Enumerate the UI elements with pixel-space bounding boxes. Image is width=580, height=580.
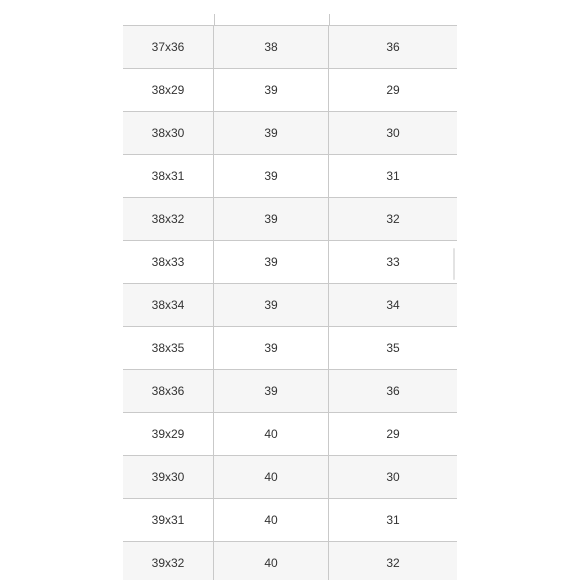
- size-cell: 39x32: [123, 542, 214, 580]
- size-cell: 39x29: [123, 413, 214, 455]
- second-column-cell: 40: [214, 413, 329, 455]
- second-column-cell: 39: [214, 112, 329, 154]
- column-divider: [214, 14, 215, 25]
- third-column-cell: 29: [386, 427, 400, 441]
- table-body: [123, 25, 457, 580]
- table-row: [123, 25, 457, 68]
- second-column-cell: 40: [214, 542, 329, 580]
- table-row: [123, 154, 457, 197]
- table-row: [123, 240, 457, 283]
- table-row: [123, 111, 457, 154]
- second-column-cell: 39: [214, 198, 329, 240]
- third-column-cell: 36: [386, 384, 400, 398]
- third-column-cell: 29: [386, 83, 400, 97]
- third-column-cell: 34: [386, 298, 400, 312]
- size-cell: 37x36: [123, 26, 214, 68]
- table-row: [123, 541, 457, 580]
- second-column-cell: 40: [214, 499, 329, 541]
- size-chart-table: [123, 14, 457, 580]
- size-chart-frame: [123, 14, 457, 580]
- table-row: [123, 498, 457, 541]
- size-cell: 39x31: [123, 499, 214, 541]
- second-column-cell: 39: [214, 327, 329, 369]
- size-cell: 38x33: [123, 241, 214, 283]
- second-column-cell: 39: [214, 241, 329, 283]
- third-column-cell: 31: [386, 169, 400, 183]
- table-row: [123, 68, 457, 111]
- size-cell: 38x35: [123, 327, 214, 369]
- third-column-cell: 35: [386, 341, 400, 355]
- size-cell: 38x32: [123, 198, 214, 240]
- second-column-cell: 39: [214, 69, 329, 111]
- third-column-cell: 30: [386, 126, 400, 140]
- table-row: [123, 369, 457, 412]
- table-row: [123, 455, 457, 498]
- third-column-cell: 31: [386, 513, 400, 527]
- second-column-cell: 39: [214, 370, 329, 412]
- second-column-cell: 40: [214, 456, 329, 498]
- size-cell: 39x30: [123, 456, 214, 498]
- scrollbar-indicator[interactable]: [453, 248, 455, 280]
- second-column-cell: 38: [214, 26, 329, 68]
- second-column-cell: 39: [214, 284, 329, 326]
- table-row: [123, 283, 457, 326]
- column-divider: [329, 14, 330, 25]
- third-column-cell: 33: [386, 255, 400, 269]
- third-column-cell: 30: [386, 470, 400, 484]
- size-cell: 38x31: [123, 155, 214, 197]
- table-row: [123, 326, 457, 369]
- size-cell: 38x34: [123, 284, 214, 326]
- third-column-cell: 32: [386, 212, 400, 226]
- third-column-cell: 36: [386, 40, 400, 54]
- third-column-cell: 32: [386, 556, 400, 570]
- table-row: [123, 197, 457, 240]
- table-row: [123, 412, 457, 455]
- size-cell: 38x36: [123, 370, 214, 412]
- table-top-gap: [123, 14, 457, 25]
- size-cell: 38x29: [123, 69, 214, 111]
- size-cell: 38x30: [123, 112, 214, 154]
- second-column-cell: 39: [214, 155, 329, 197]
